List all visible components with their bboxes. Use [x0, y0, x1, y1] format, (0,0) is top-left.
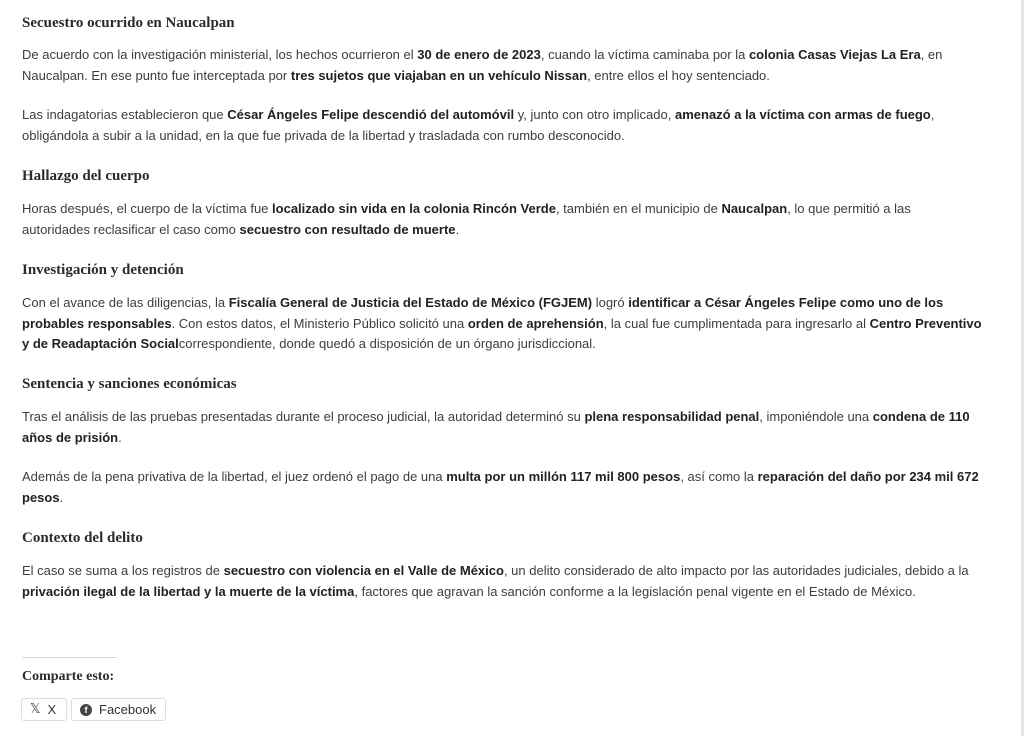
paragraph: El caso se suma a los registros de secuestro con violencia en el Valle de México, un delito considerado de alto impacto por las autoridades judiciales, debido a la privación ilegal de la libertad y la muerte de la víctima, factores que agravan la sanción conforme a la legislación penal vigente en el Estado de México.: [22, 563, 969, 599]
share-x-button[interactable]: [21, 698, 67, 721]
section-heading: Contexto del delito: [22, 530, 143, 546]
section-heading: Sentencia y sanciones económicas: [22, 376, 237, 392]
paragraph: Además de la pena privativa de la libertad, el juez ordenó el pago de una multa por un millón 117 mil 800 pesos, así como la reparación del daño por 234 mil 672 pesos.: [22, 469, 979, 505]
share-facebook-button[interactable]: [71, 698, 166, 721]
section-heading: Investigación y detención: [22, 262, 184, 278]
paragraph: Con el avance de las diligencias, la Fiscalía General de Justicia del Estado de México (FGJEM) logró identificar a César Ángeles Felipe como uno de los probables responsables. Con estos datos, el Ministerio Público solicitó una orden de aprehensión, la cual fue cumplimentada para ingresarlo al Centro Preventivo y de Readaptación Socialcorrespondiente, donde quedó a disposición de un órgano jurisdiccional.: [22, 295, 982, 351]
section-heading: Hallazgo del cuerpo: [22, 168, 150, 184]
x-logo-icon: 𝕏: [30, 702, 41, 717]
share-divider: [22, 657, 117, 658]
facebook-icon: f: [80, 704, 92, 716]
paragraph: De acuerdo con la investigación ministerial, los hechos ocurrieron el 30 de enero de 2023, cuando la víctima caminaba por la colonia Casas Viejas La Era, en Naucalpan. En ese punto fue interceptada por tres sujetos que viajaban en un vehículo Nissan, entre ellos el hoy sentenciado.: [22, 47, 943, 83]
section-heading: Secuestro ocurrido en Naucalpan: [22, 15, 235, 31]
share-title: Comparte esto:: [22, 669, 115, 684]
paragraph: Horas después, el cuerpo de la víctima fue localizado sin vida en la colonia Rincón Verde, también en el municipio de Naucalpan, lo que permitió a las autoridades reclasificar el caso como secuestro con resultado de muerte.: [22, 201, 911, 237]
share-facebook-label: Facebook: [99, 702, 157, 717]
paragraph: Las indagatorias establecieron que César Ángeles Felipe descendió del automóvil y, junto con otro implicado, amenazó a la víctima con armas de fuego, obligándola a subir a la unidad, en la que fue privada de la libertad y trasladada con rumbo desconocido.: [22, 107, 935, 143]
share-x-label: X: [47, 702, 57, 717]
paragraph: Tras el análisis de las pruebas presentadas durante el proceso judicial, la autoridad determinó su plena responsabilidad penal, imponiéndole una condena de 110 años de prisión.: [22, 409, 970, 445]
